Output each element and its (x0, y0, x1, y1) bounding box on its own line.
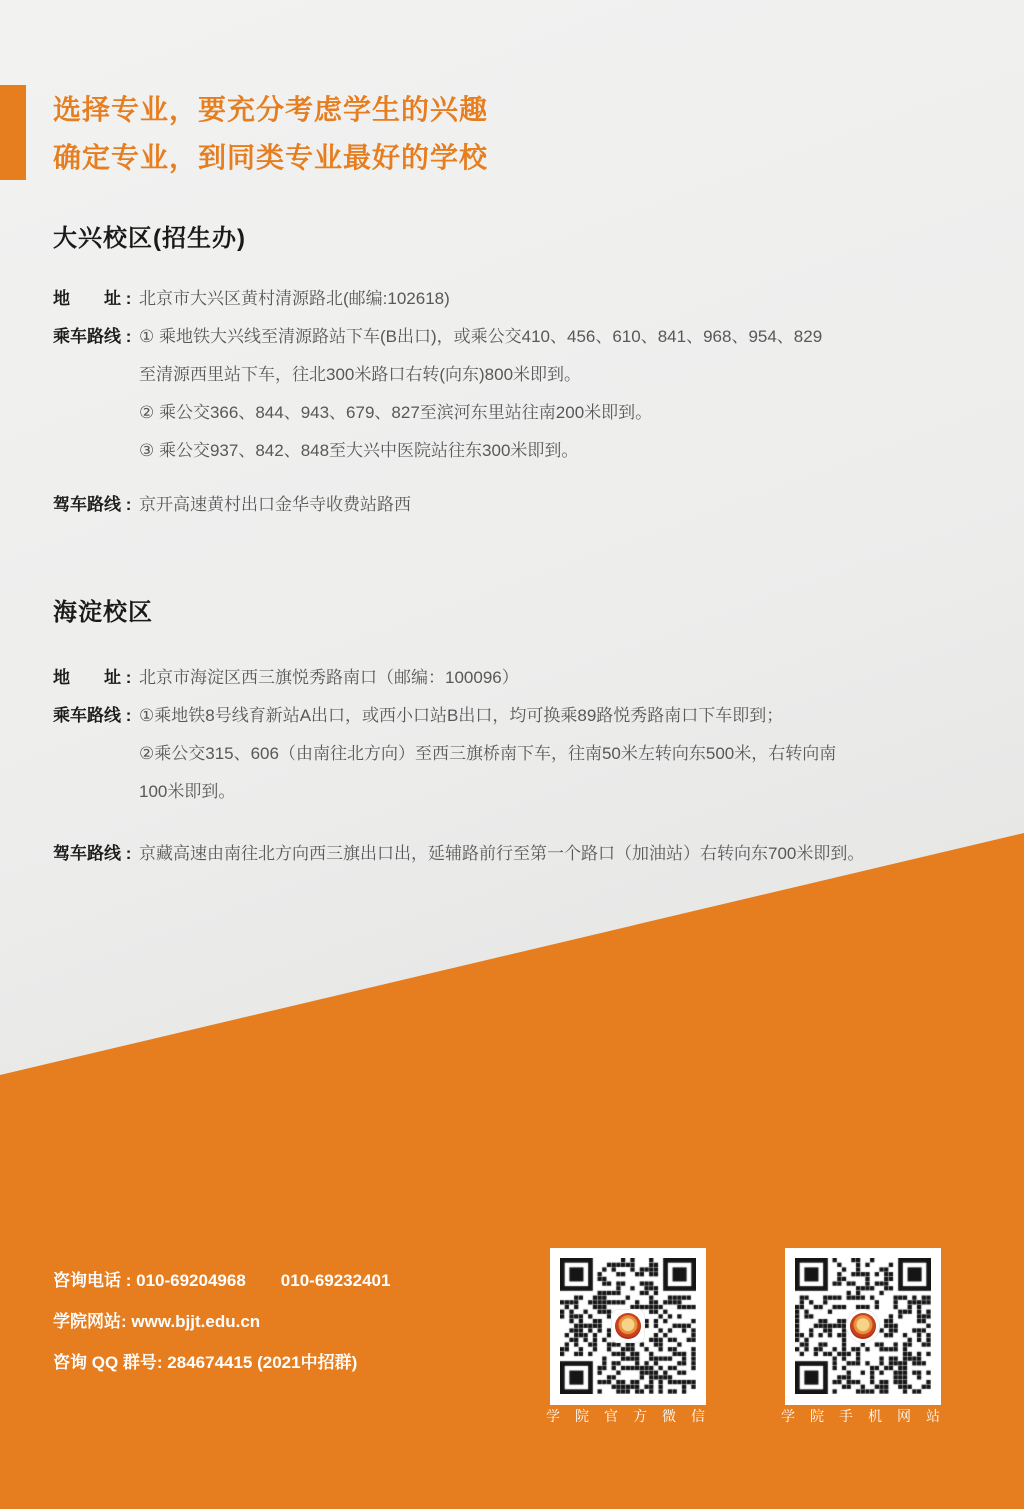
daxing-address-row (53, 280, 973, 318)
haidian-drive-row (53, 835, 973, 873)
daxing-campus-title: 大兴校区(招生办) (53, 225, 246, 252)
qq-row (53, 1342, 390, 1383)
wechat-qr-code (550, 1248, 706, 1405)
haidian-bus-row (53, 697, 973, 811)
haidian-campus-info (53, 659, 973, 873)
drive-route-label: 驾车路线 : (53, 495, 132, 514)
bus-route-lines (139, 318, 822, 470)
phone-number-1: 010-69204968 (136, 1271, 246, 1290)
website-url: www.bjjt.edu.cn (131, 1312, 261, 1331)
address-label: 地 址 : (53, 289, 132, 308)
bus-route-line: 至清源西里站下车，往北300米路口右转(向东)800米即到。 (139, 365, 582, 384)
drive-route-label: 驾车路线 : (53, 844, 132, 863)
haidian-campus-title: 海淀校区 (53, 599, 153, 626)
qq-number: 284674415 (2021中招群) (167, 1353, 358, 1372)
bus-route-line: ② 乘公交366、844、943、679、827至滨河东里站往南200米即到。 (139, 403, 653, 422)
bus-route-line: ①乘地铁8号线育新站A出口，或西小口站B出口，均可换乘89路悦秀路南口下车即到； (139, 706, 784, 725)
bus-route-line: ① 乘地铁大兴线至清源路站下车(B出口)，或乘公交410、456、610、841、968、954、829 (139, 327, 823, 346)
daxing-campus-info (53, 280, 973, 524)
college-emblem-icon (615, 1313, 641, 1339)
qq-label: 咨询 QQ 群号: (53, 1353, 163, 1372)
slogan-line-2: 确定专业，到同类专业最好的学校 (53, 142, 489, 173)
college-logo-badge (611, 1309, 645, 1343)
haidian-address-row (53, 659, 973, 697)
mobile-site-qr-label: 学院手机网站 (781, 1408, 955, 1424)
address-value: 北京市海淀区西三旗悦秀路南口（邮编：100096） (139, 668, 519, 687)
website-row (53, 1301, 390, 1342)
phone-number-2: 010-69232401 (280, 1271, 391, 1290)
phone-row (53, 1260, 390, 1301)
contact-info (53, 1260, 390, 1383)
slogan (53, 86, 488, 182)
address-value: 北京市大兴区黄村清源路北(邮编:102618) (139, 289, 450, 308)
website-label: 学院网站: (53, 1312, 127, 1331)
phone-label: 咨询电话 : (53, 1271, 132, 1290)
college-logo-badge (846, 1309, 880, 1343)
bus-route-label: 乘车路线 : (53, 327, 132, 346)
bus-route-label: 乘车路线 : (53, 706, 132, 725)
bus-route-line: 100米即到。 (139, 782, 236, 801)
drive-route-value: 京藏高速由南往北方向西三旗出口出，延辅路前行至第一个路口（加油站）右转向东700米即到。 (139, 844, 865, 863)
bus-route-lines (139, 697, 836, 811)
accent-bar (0, 85, 26, 180)
slogan-line-1: 选择专业，要充分考虑学生的兴趣 (53, 94, 489, 125)
daxing-bus-row (53, 318, 973, 470)
bus-route-line: ②乘公交315、606（由南往北方向）至西三旗桥南下车，往南50米左转向东500米，右转向南 (139, 744, 837, 763)
bus-route-line: ③ 乘公交937、842、848至大兴中医院站往东300米即到。 (139, 441, 579, 460)
drive-route-value: 京开高速黄村出口金华寺收费站路西 (139, 495, 411, 514)
wechat-qr-label: 学院官方微信 (546, 1408, 720, 1424)
address-label: 地 址 : (53, 668, 132, 687)
college-emblem-icon (850, 1313, 876, 1339)
daxing-drive-row (53, 486, 973, 524)
mobile-site-qr-code (785, 1248, 941, 1405)
